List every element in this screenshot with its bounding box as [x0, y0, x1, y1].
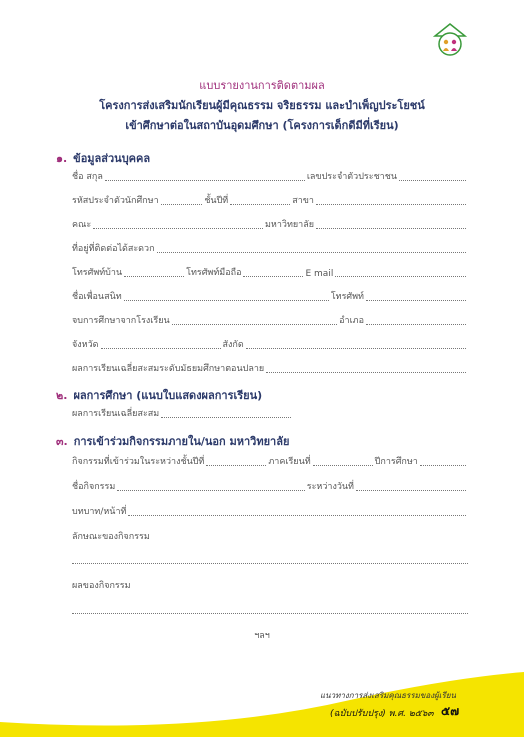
school-field[interactable] [172, 323, 337, 325]
school-row: จบการศึกษาจากโรงเรียน อำเภอ [72, 315, 468, 327]
phone-row: โทรศัพท์บ้าน โทรศัพท์มือถือ E mail [72, 267, 468, 279]
nature-label-row: ลักษณะของกิจกรรม [72, 532, 150, 542]
address-row: ที่อยู่ที่ติดต่อได้สะดวก [72, 243, 468, 255]
friend-field[interactable] [124, 299, 329, 301]
name-row: ชื่อ สกุล เลขประจำตัวประชาชน [72, 171, 468, 183]
activity-year-field[interactable] [206, 464, 266, 466]
project-subtitle: เข้าศึกษาต่อในสถาบันอุดมศึกษา (โครงการเด็กดีมีที่เรียน) [125, 119, 399, 132]
result-label-row: ผลของกิจกรรม [72, 581, 131, 591]
affiliation-field[interactable] [246, 347, 466, 349]
citizen-id-field[interactable] [399, 179, 466, 181]
province-field[interactable] [101, 347, 221, 349]
faculty-row: คณะ มหาวิทยาลัย [72, 219, 468, 231]
academic-year-field[interactable] [420, 464, 466, 466]
district-field[interactable] [366, 323, 466, 325]
student-id-row: รหัสประจำตัวนักศึกษา ชั้นปีที่ สาขา [72, 195, 468, 207]
friend-row: ชื่อเพื่อนสนิท โทรศัพท์ [72, 291, 468, 303]
role-field[interactable] [128, 514, 466, 516]
gpa-hs-field[interactable] [266, 371, 466, 373]
project-name: โครงการส่งเสริมนักเรียนผู้มีคุณธรรม จริยธรรม และบำเพ็ญประโยชน์ [99, 99, 425, 112]
nature-field[interactable] [72, 562, 468, 564]
name-field[interactable] [105, 179, 305, 181]
province-row: จังหวัด สังกัด [72, 339, 468, 351]
gpa-row: ผลการเรียนเฉลี่ยสะสม [72, 408, 468, 420]
address-field[interactable] [157, 251, 466, 253]
year-field[interactable] [230, 203, 290, 205]
between-dates-field[interactable] [356, 489, 466, 491]
footer-edition: (ฉบับปรับปรุง) พ.ศ. ๒๕๖๓ [330, 709, 434, 719]
section-1-heading: ๑. ข้อมูลส่วนบุคคล [56, 152, 151, 165]
gpa-hs-row: ผลการเรียนเฉลี่ยสะสมระดับมัธยมศึกษาตอนปลาย [72, 363, 468, 375]
footer-guide-title: แนวทางการส่งเสริมคุณธรรมของผู้เรียน [320, 691, 456, 700]
gpa-field[interactable] [161, 416, 291, 418]
semester-field[interactable] [313, 464, 373, 466]
student-id-field[interactable] [161, 203, 203, 205]
activity-name-field[interactable] [117, 489, 304, 491]
email-field[interactable] [335, 275, 466, 277]
section-2-heading: ๒. ผลการศึกษา (แนบใบแสดงผลการเรียน) [56, 389, 263, 402]
home-phone-field[interactable] [124, 275, 184, 277]
major-field[interactable] [316, 203, 466, 205]
result-field[interactable] [72, 612, 468, 614]
page-number: ๕๗ [441, 704, 460, 718]
faculty-field[interactable] [93, 227, 263, 229]
friend-phone-field[interactable] [366, 299, 466, 301]
report-title: แบบรายงานการติดตามผล [199, 79, 325, 92]
role-row: บทบาท/หน้าที่ [72, 506, 468, 518]
university-field[interactable] [316, 227, 466, 229]
continued-mark: ฯลฯ [254, 631, 270, 641]
activity-row: กิจกรรมที่เข้าร่วมในระหว่างชั้นปีที่ ภาคเรียนที่ ปีการศึกษา [72, 456, 468, 468]
organization-logo [432, 22, 468, 58]
section-3-heading: ๓. การเข้าร่วมกิจกรรมภายใน/นอก มหาวิทยาลัย [56, 435, 290, 448]
activity-name-row: ชื่อกิจกรรม ระหว่างวันที่ [72, 481, 468, 493]
mobile-field[interactable] [243, 275, 303, 277]
